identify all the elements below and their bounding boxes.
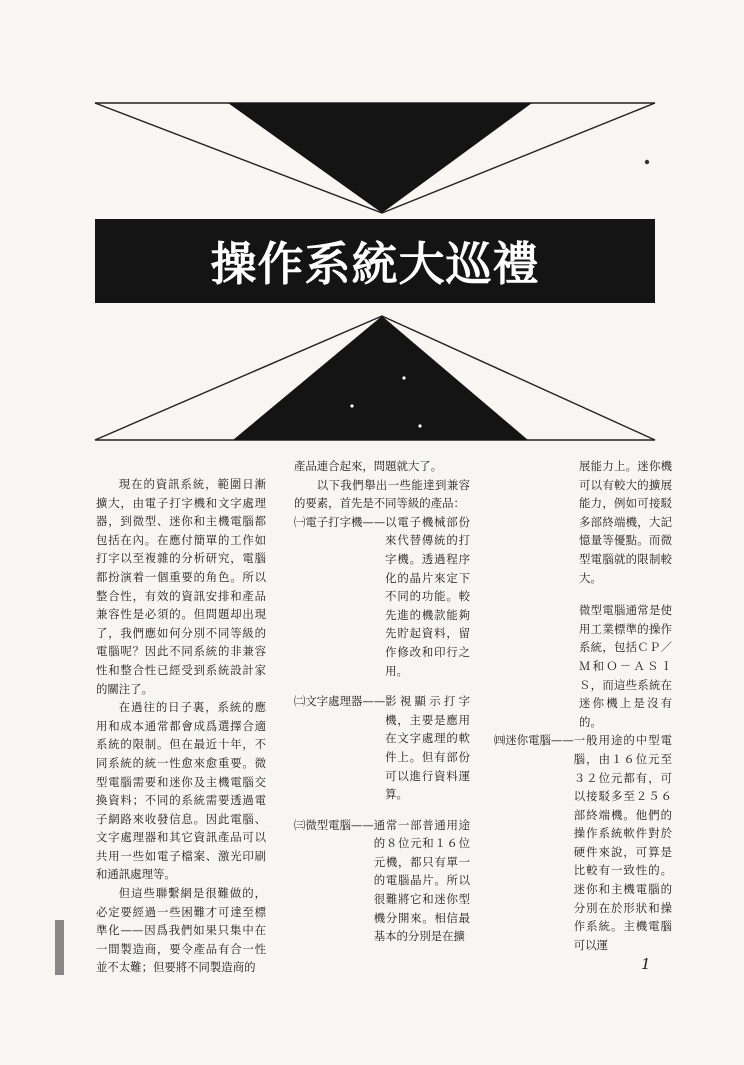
list-item	[294, 816, 470, 946]
title-banner	[95, 219, 655, 303]
article-title: 操作系統大巡禮	[210, 237, 540, 291]
paragraph: 但這些聯繫網是很難做的，必定要經過一些困難才可達至標準化——因爲我們如果只集中在一間製造商，要令產品有合一性並不太難；但要將不同製造商的	[96, 886, 266, 975]
item-term: ㈡文字處理器——	[294, 694, 386, 709]
paragraph: 展能力上。迷你機可以有較大的擴展能力，例如可接駁多部終端機，大記憶量等優點。而微型電腦就的限制較大。	[579, 459, 672, 585]
column-1	[96, 475, 266, 977]
item-term: ㈣迷你電腦——	[494, 733, 574, 748]
item-term: ㈠電子打字機——	[294, 514, 386, 529]
item-definition: 以電子機械部份來代替傳統的打字機。透過程序化的晶片來定下不同的功能。較先進的機款能夠先貯起資料，留作修改和印行之用。	[385, 514, 470, 678]
paragraph: 現在的資訊系統，範圍日漸擴大，由電子打字機和文字處理器，到微型、迷你和主機電腦都包括在內。在應付簡單的工作如打字以至複雜的分析研究，電腦都扮演着一個重要的角色。所以整合性，有效的資訊安排和產品兼容性是必須的。但問題却出現了，我們應如何分別不同等級的電腦呢？因此不同系統的非兼容性和整合性已經受到系統設計家的關注了。	[96, 477, 266, 696]
top-black-triangle	[228, 103, 532, 213]
item-definition: 通常一部普通用途的８位元和１６位元機，都只有單一的電腦晶片。所以很難將它和迷你型機分開來。相信最基本的分別是在擴	[373, 817, 470, 944]
item-term: ㈢微型電腦——	[294, 817, 374, 832]
list-item	[294, 513, 470, 680]
bottom-black-triangle	[233, 316, 528, 440]
list-item	[294, 692, 470, 804]
paragraph: 以下我們舉出一些能達到兼容的要素，首先是不同等級的產品：	[294, 477, 470, 511]
paragraph: 微型電腦通常是使用工業標準的操作系統，包括ＣＰ／Ｍ和Ｏ－ＡＳＩＳ，而這些系統在迷你機上是沒有的。	[579, 603, 672, 729]
paragraph: 在過往的日子裏，系統的應用和成本通常都會成爲選擇合適系統的限制。但在最近十年，不同系統的統一性愈來愈重要。微型電腦需要和迷你及主機電腦交換資料；不同的系統需要透過電子網路來收發信息。因此電腦、文字處理器和其它資訊產品可以共用一些如電子檔案、激光印刷和通訊處理等。	[96, 700, 266, 882]
item-definition: 一般用途的中型電腦，由１６位元至３２位元都有，可以接駁多至２５６部終端機。他們的操作系統軟件對於硬件來說，可算是比較有一致性的。迷你和主機電腦的分別在於形狀和操作系統。主機電腦可以運	[573, 733, 672, 952]
item-definition: 影視顯示打字機，主要是應用在文字處理的軟件上。但有部份可以進行資料運算。	[385, 694, 470, 802]
paragraph: 產品連合起來，問題就大了。	[294, 459, 443, 473]
list-item	[494, 731, 672, 954]
column-2	[294, 457, 470, 946]
page-number: 1	[641, 955, 651, 973]
column-3	[494, 457, 672, 954]
